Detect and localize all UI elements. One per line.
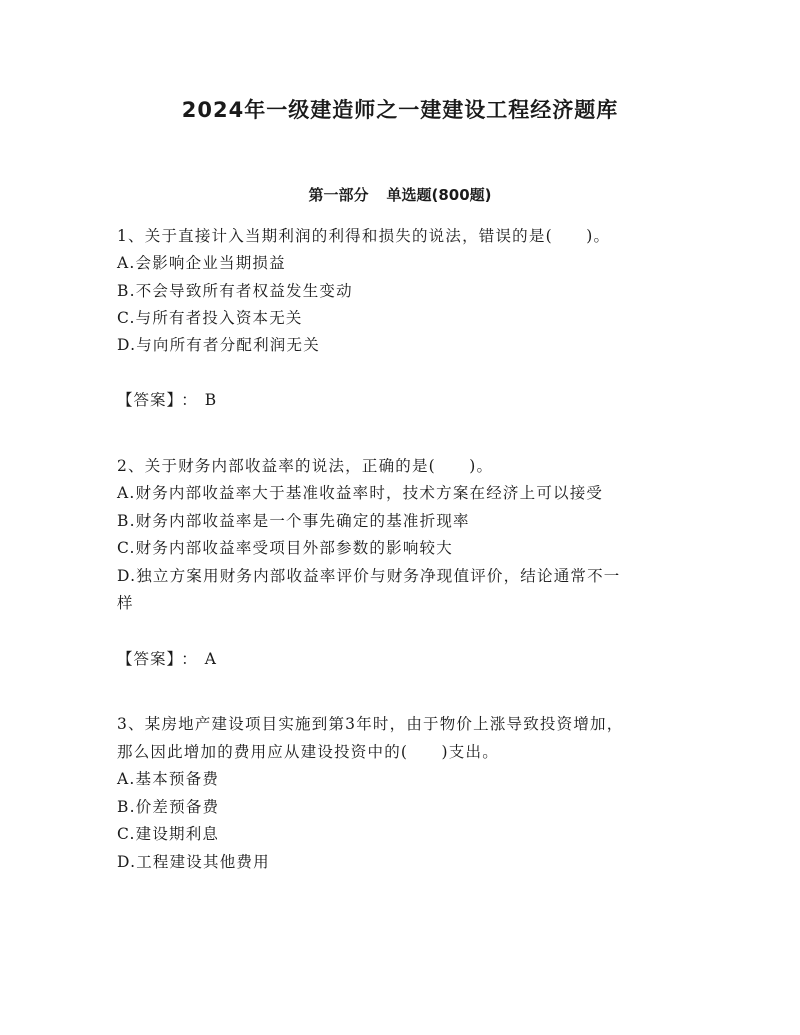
question-2-option-b: B.财务内部收益率是一个事先确定的基准折现率 bbox=[117, 512, 470, 530]
document-title: 2024年一级建造师之一建建设工程经济题库 bbox=[181, 98, 619, 122]
section-heading bbox=[0, 184, 800, 206]
question-3-stem-line-1: 3、某房地产建设项目实施到第3年时，由于物价上涨导致投资增加， bbox=[117, 715, 624, 733]
answer-separator: ： bbox=[181, 650, 197, 668]
question-2-option-c: C.财务内部收益率受项目外部参数的影响较大 bbox=[117, 539, 453, 557]
question-1-option-d: D.与向所有者分配利润无关 bbox=[117, 336, 320, 354]
answer-label: 【答案】 bbox=[117, 650, 176, 668]
question-3-option-a: A.基本预备费 bbox=[117, 770, 220, 788]
question-3-option-b: B.价差预备费 bbox=[117, 798, 220, 816]
question-2-option-a: A.财务内部收益率大于基准收益率时，技术方案在经济上可以接受 bbox=[117, 484, 604, 502]
section-type: 单选题(800题) bbox=[386, 186, 492, 204]
question-3-option-c: C.建设期利息 bbox=[117, 825, 220, 843]
question-1-answer bbox=[117, 389, 216, 411]
question-1-option-a: A.会影响企业当期损益 bbox=[117, 254, 286, 272]
answer-value: B bbox=[204, 391, 217, 409]
answer-label: 【答案】 bbox=[117, 391, 176, 409]
question-1-option-c: C.与所有者投入资本无关 bbox=[117, 309, 303, 327]
answer-separator: ： bbox=[181, 391, 197, 409]
question-2-option-d-continued: 样 bbox=[117, 594, 134, 612]
question-3-stem-line-2: 那么因此增加的费用应从建设投资中的( )支出。 bbox=[117, 743, 499, 761]
question-1-stem: 1、关于直接计入当期利润的利得和损失的说法，错误的是( )。 bbox=[117, 227, 611, 245]
question-2-stem: 2、关于财务内部收益率的说法，正确的是( )。 bbox=[117, 457, 494, 475]
question-3-option-d: D.工程建设其他费用 bbox=[117, 853, 270, 871]
section-part: 第一部分 bbox=[308, 186, 369, 204]
question-2-answer bbox=[117, 648, 216, 670]
answer-value: A bbox=[204, 650, 216, 668]
question-2-option-d: D.独立方案用财务内部收益率评价与财务净现值评价，结论通常不一 bbox=[117, 567, 621, 585]
question-1-option-b: B.不会导致所有者权益发生变动 bbox=[117, 282, 353, 300]
